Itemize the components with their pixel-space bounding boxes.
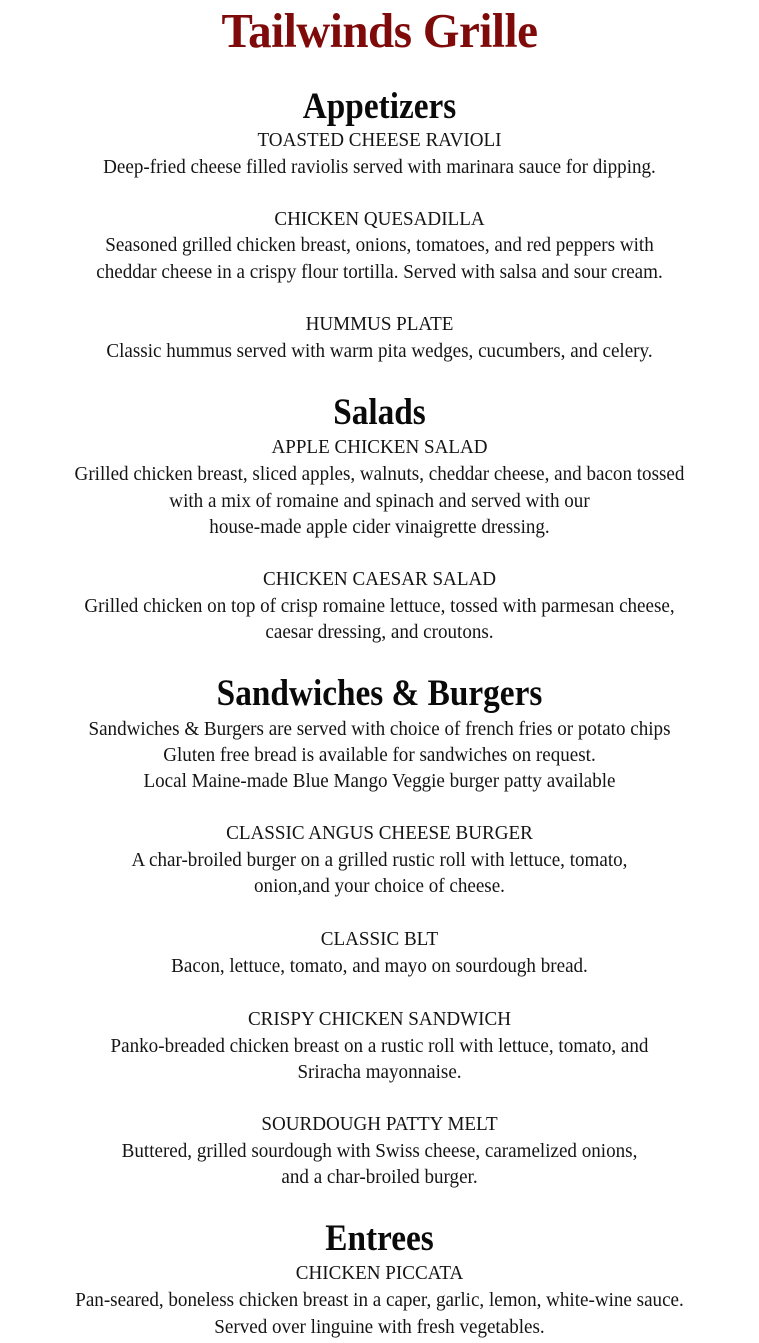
item-description: with a mix of romaine and spinach and served with our: [169, 490, 590, 512]
item-description: A char-broiled burger on a grilled rustic roll with lettuce, tomato,: [131, 849, 628, 871]
item-description: onion,and your choice of cheese.: [254, 875, 505, 897]
section-heading-appetizers: Appetizers: [302, 86, 457, 127]
item-name: CHICKEN PICCATA: [295, 1262, 464, 1284]
item-description: Grilled chicken breast, sliced apples, walnuts, cheddar cheese, and bacon tossed: [74, 463, 685, 485]
item-name: TOASTED CHEESE RAVIOLI: [257, 129, 502, 151]
item-name: CHICKEN CAESAR SALAD: [262, 568, 497, 590]
item-description: Panko-breaded chicken breast on a rustic roll with lettuce, tomato, and: [110, 1035, 649, 1057]
item-description: caesar dressing, and croutons.: [265, 621, 494, 643]
section-heading-sandwiches-burgers: Sandwiches & Burgers: [216, 673, 543, 714]
section-note: Sandwiches & Burgers are served with choice of french fries or potato chips: [88, 718, 671, 740]
item-description: Buttered, grilled sourdough with Swiss cheese, caramelized onions,: [121, 1140, 638, 1162]
section-note: Gluten free bread is available for sandwiches on request.: [163, 744, 596, 766]
item-description: Served over linguine with fresh vegetables.: [214, 1316, 545, 1338]
section-note: Local Maine-made Blue Mango Veggie burger patty available: [143, 770, 616, 792]
item-name: CRISPY CHICKEN SANDWICH: [247, 1008, 512, 1030]
section-heading-salads: Salads: [333, 392, 426, 433]
item-description: Bacon, lettuce, tomato, and mayo on sourdough bread.: [171, 955, 588, 977]
item-description: Pan-seared, boneless chicken breast in a caper, garlic, lemon, white-wine sauce.: [75, 1289, 684, 1311]
item-description: Grilled chicken on top of crisp romaine lettuce, tossed with parmesan cheese,: [84, 595, 675, 617]
item-description: and a char-broiled burger.: [281, 1166, 478, 1188]
item-description: Deep-fried cheese filled raviolis served with marinara sauce for dipping.: [103, 156, 656, 178]
item-description: Classic hummus served with warm pita wedges, cucumbers, and celery.: [106, 340, 653, 362]
item-name: HUMMUS PLATE: [305, 313, 454, 335]
restaurant-title: Tailwinds Grille: [221, 3, 538, 58]
item-description: cheddar cheese in a crispy flour tortilla. Served with salsa and sour cream.: [96, 261, 663, 283]
item-name: APPLE CHICKEN SALAD: [271, 436, 488, 458]
section-heading-entrees: Entrees: [325, 1218, 434, 1259]
item-description: Sriracha mayonnaise.: [297, 1061, 462, 1083]
item-name: SOURDOUGH PATTY MELT: [261, 1113, 498, 1135]
item-description: Seasoned grilled chicken breast, onions, tomatoes, and red peppers with: [105, 234, 654, 256]
item-name: CLASSIC BLT: [320, 928, 439, 950]
item-name: CLASSIC ANGUS CHEESE BURGER: [226, 822, 533, 844]
item-name: CHICKEN QUESADILLA: [274, 208, 485, 230]
item-description: house-made apple cider vinaigrette dressing.: [209, 516, 550, 538]
